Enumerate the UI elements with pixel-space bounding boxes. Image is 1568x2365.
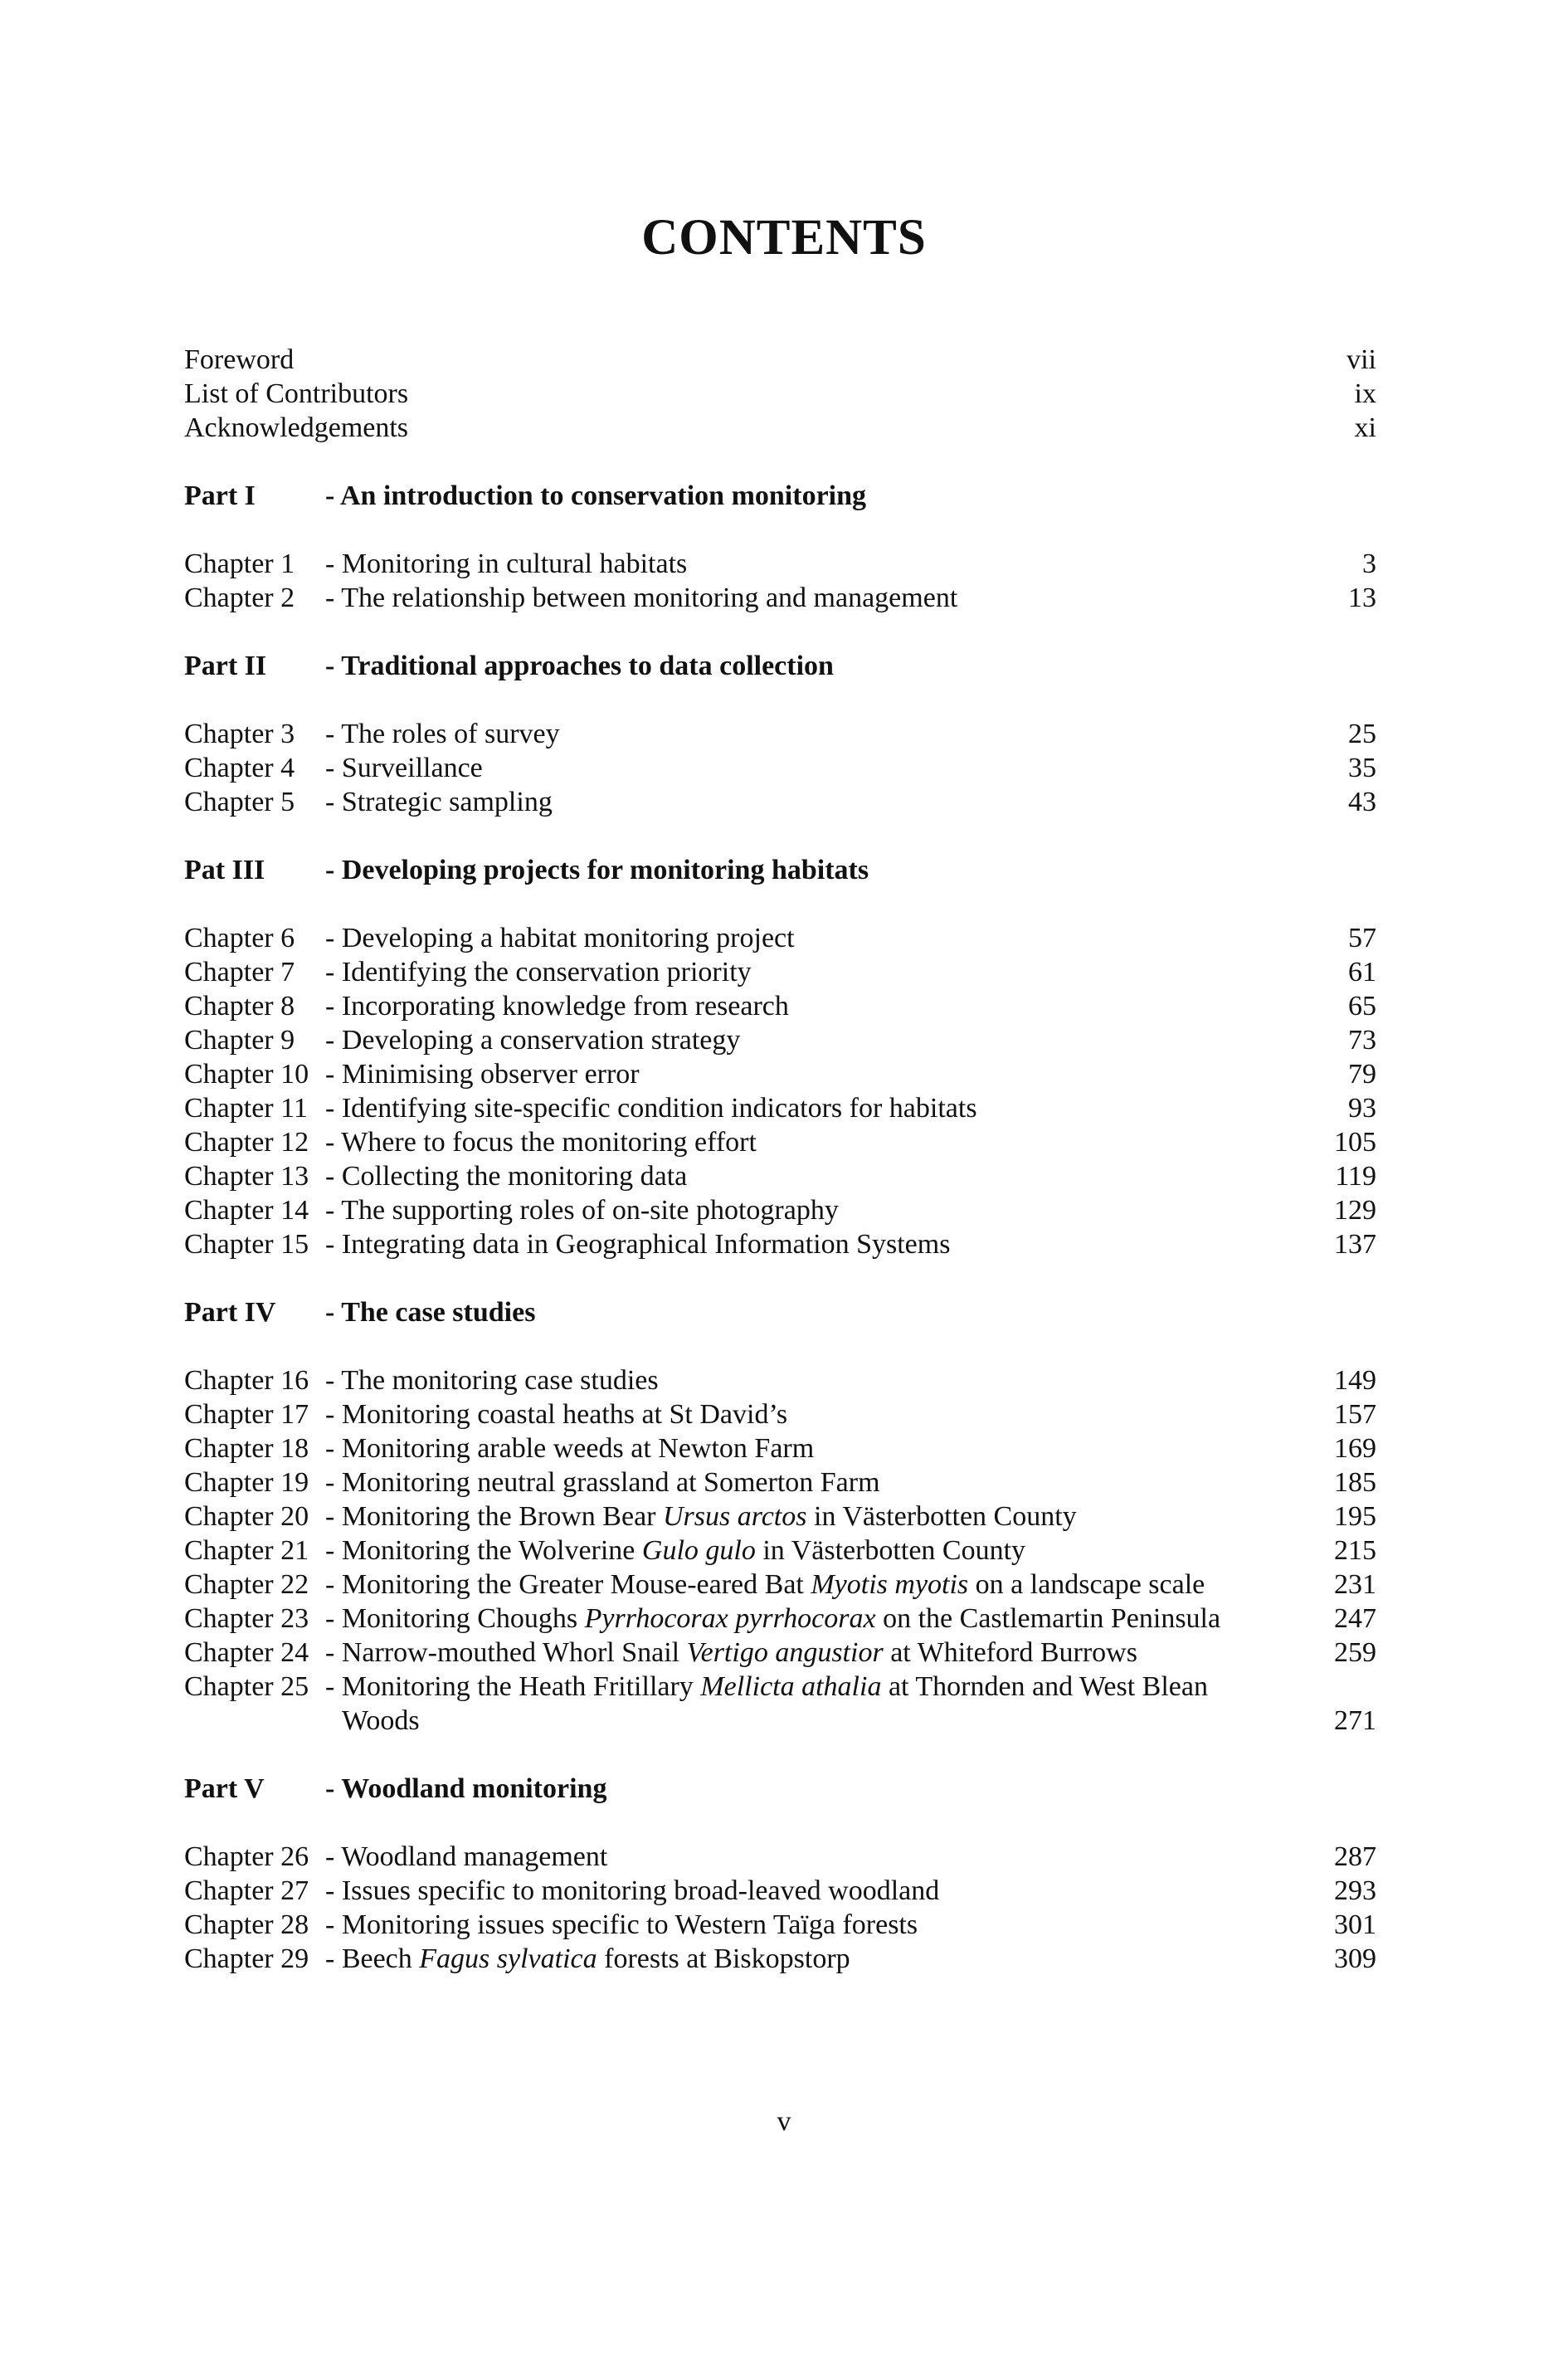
chapter-title: - Monitoring neutral grassland at Somerton Farm — [325, 1467, 880, 1498]
toc-chapter-row[interactable] — [184, 1227, 1376, 1261]
chapter-page: 259 — [1334, 1637, 1376, 1668]
toc-chapter-row[interactable] — [184, 1670, 1376, 1704]
page-title: CONTENTS — [641, 210, 927, 266]
toc-chapter-row[interactable] — [184, 1942, 1376, 1976]
chapter-label: Chapter 12 — [184, 1127, 309, 1158]
toc-chapter-row[interactable] — [184, 1499, 1376, 1534]
chapter-title: - Monitoring in cultural habitats — [325, 549, 688, 579]
toc-chapter-row[interactable] — [184, 1602, 1376, 1636]
chapter-page: 61 — [1348, 957, 1376, 987]
toc-chapter-row[interactable] — [184, 955, 1376, 989]
chapter-title: - Monitoring arable weeds at Newton Farm — [325, 1433, 815, 1464]
chapter-title: - Identifying the conservation priority — [325, 957, 752, 987]
chapter-label: Chapter 9 — [184, 1025, 295, 1056]
chapter-page: 215 — [1334, 1535, 1376, 1566]
chapter-page: 35 — [1348, 753, 1376, 783]
toc-chapter-row[interactable] — [184, 717, 1376, 751]
part-label: Part V — [184, 1773, 265, 1804]
chapter-title: - Collecting the monitoring data — [325, 1161, 688, 1192]
toc-chapter-row[interactable] — [184, 1397, 1376, 1431]
chapter-label: Chapter 1 — [184, 549, 295, 579]
part-heading — [184, 1295, 1376, 1329]
toc-chapter-row[interactable] — [184, 1636, 1376, 1670]
chapter-label: Chapter 4 — [184, 753, 295, 783]
toc-chapter-row[interactable] — [184, 1534, 1376, 1568]
species-name: Vertigo angustior — [686, 1637, 884, 1668]
chapter-page: 25 — [1348, 719, 1376, 749]
chapter-title: - Identifying site-specific condition indicators for habitats — [325, 1093, 977, 1124]
chapter-title: - The monitoring case studies — [325, 1365, 659, 1396]
species-name: Fagus sylvatica — [419, 1943, 597, 1974]
part-title: - Woodland monitoring — [325, 1773, 607, 1804]
entry-title: Acknowledgements — [184, 412, 409, 443]
chapter-label: Chapter 22 — [184, 1569, 309, 1600]
entry-page: ix — [1354, 378, 1376, 409]
part-title: - An introduction to conservation monitoring — [325, 480, 867, 511]
chapter-label: Chapter 16 — [184, 1365, 309, 1396]
toc-chapter-row[interactable] — [184, 1193, 1376, 1227]
part-title: - Developing projects for monitoring habitats — [325, 855, 869, 885]
toc-chapter-row[interactable] — [184, 751, 1376, 785]
chapter-title: - Surveillance — [325, 753, 483, 783]
chapter-page: 231 — [1334, 1569, 1376, 1600]
toc-entry-acknowledgements[interactable] — [184, 411, 1376, 445]
chapter-page: 293 — [1334, 1875, 1376, 1906]
chapter-title: - Incorporating knowledge from research — [325, 991, 789, 1022]
part-heading — [184, 479, 1376, 513]
chapter-page: 185 — [1334, 1467, 1376, 1498]
chapter-label: Chapter 20 — [184, 1501, 309, 1532]
entry-page: vii — [1346, 344, 1376, 375]
chapter-label: Chapter 28 — [184, 1909, 309, 1940]
chapter-page: 93 — [1348, 1093, 1376, 1124]
chapter-page: 3 — [1362, 549, 1376, 579]
part-label: Part I — [184, 480, 256, 511]
toc-chapter-row[interactable] — [184, 1091, 1376, 1125]
toc-chapter-row[interactable] — [184, 1057, 1376, 1091]
toc-chapter-row[interactable] — [184, 1568, 1376, 1602]
chapter-page: 309 — [1334, 1943, 1376, 1974]
chapter-label: Chapter 24 — [184, 1637, 309, 1668]
chapter-title: - Integrating data in Geographical Information Systems — [325, 1229, 951, 1260]
chapter-label: Chapter 14 — [184, 1195, 309, 1226]
part-heading — [184, 853, 1376, 887]
toc-chapter-row[interactable] — [184, 1431, 1376, 1465]
chapter-title: - Monitoring coastal heaths at St David’s — [325, 1399, 788, 1430]
chapter-label: Chapter 26 — [184, 1841, 309, 1872]
chapter-page: 137 — [1334, 1229, 1376, 1260]
page-number: v — [777, 2106, 791, 2137]
toc-chapter-row[interactable] — [184, 989, 1376, 1023]
chapter-label: Chapter 6 — [184, 923, 295, 953]
chapter-page: 119 — [1335, 1161, 1376, 1192]
toc-chapter-row[interactable] — [184, 547, 1376, 581]
chapter-label: Chapter 27 — [184, 1875, 309, 1906]
chapter-title-continuation: Woods — [342, 1705, 420, 1736]
chapter-label: Chapter 3 — [184, 719, 295, 749]
toc-chapter-row-continuation[interactable] — [184, 1704, 1376, 1738]
toc-chapter-row[interactable] — [184, 1125, 1376, 1159]
chapter-label: Chapter 21 — [184, 1535, 309, 1566]
chapter-label: Chapter 10 — [184, 1059, 309, 1090]
chapter-label: Chapter 2 — [184, 583, 295, 613]
part-heading — [184, 1772, 1376, 1806]
chapter-title: - Narrow-mouthed Whorl Snail Vertigo angustior at Whiteford Burrows — [325, 1637, 1137, 1668]
chapter-title: - The relationship between monitoring and management — [325, 583, 958, 613]
toc-chapter-row[interactable] — [184, 1908, 1376, 1942]
chapter-label: Chapter 5 — [184, 787, 295, 817]
chapter-title: - Strategic sampling — [325, 787, 553, 817]
chapter-page: 73 — [1348, 1025, 1376, 1056]
chapter-page: 43 — [1348, 787, 1376, 817]
part-label: Pat III — [184, 855, 265, 885]
chapter-page: 301 — [1334, 1909, 1376, 1940]
chapter-label: Chapter 23 — [184, 1603, 309, 1634]
chapter-label: Chapter 17 — [184, 1399, 309, 1430]
species-name: Gulo gulo — [641, 1535, 756, 1566]
entry-title: List of Contributors — [184, 378, 409, 409]
part-label: Part IV — [184, 1297, 276, 1328]
chapter-page: 287 — [1334, 1841, 1376, 1872]
entry-page: xi — [1354, 412, 1376, 443]
chapter-label: Chapter 7 — [184, 957, 295, 987]
chapter-page: 169 — [1334, 1433, 1376, 1464]
chapter-title: - The supporting roles of on-site photography — [325, 1195, 839, 1226]
chapter-page: 105 — [1334, 1127, 1376, 1158]
species-name: Mellicta athalia — [700, 1671, 882, 1702]
toc-chapter-row[interactable] — [184, 1363, 1376, 1397]
chapter-label: Chapter 13 — [184, 1161, 309, 1192]
chapter-label: Chapter 18 — [184, 1433, 309, 1464]
toc-chapter-row[interactable] — [184, 785, 1376, 819]
toc-chapter-row[interactable] — [184, 1840, 1376, 1874]
chapter-title: - Minimising observer error — [325, 1059, 640, 1090]
chapter-title: - Monitoring the Brown Bear Ursus arctos in Västerbotten County — [325, 1501, 1077, 1532]
chapter-title: - Where to focus the monitoring effort — [325, 1127, 757, 1158]
toc-chapter-row[interactable] — [184, 581, 1376, 615]
toc-chapter-row[interactable] — [184, 1159, 1376, 1193]
chapter-page: 65 — [1348, 991, 1376, 1022]
chapter-label: Chapter 15 — [184, 1229, 309, 1260]
toc-entry-foreword[interactable] — [184, 343, 1376, 377]
chapter-label: Chapter 29 — [184, 1943, 309, 1974]
chapter-title: - Monitoring Choughs Pyrrhocorax pyrrhocorax on the Castlemartin Peninsula — [325, 1603, 1221, 1634]
toc-chapter-row[interactable] — [184, 1874, 1376, 1908]
toc-chapter-row[interactable] — [184, 1023, 1376, 1057]
chapter-label: Chapter 25 — [184, 1671, 309, 1702]
chapter-page: 195 — [1334, 1501, 1376, 1532]
chapter-page: 271 — [1334, 1705, 1376, 1736]
chapter-page: 129 — [1334, 1195, 1376, 1226]
chapter-title: - The roles of survey — [325, 719, 560, 749]
chapter-title: - Monitoring the Greater Mouse-eared Bat Myotis myotis on a landscape scale — [325, 1569, 1205, 1600]
chapter-page: 79 — [1348, 1059, 1376, 1090]
part-heading — [184, 649, 1376, 683]
species-name: Ursus arctos — [663, 1501, 807, 1532]
chapter-title: - Beech Fagus sylvatica forests at Biskopstorp — [325, 1943, 850, 1974]
chapter-title: - Monitoring the Wolverine Gulo gulo in Västerbotten County — [325, 1535, 1026, 1566]
toc-entry-contributors[interactable] — [184, 377, 1376, 411]
chapter-title: - Issues specific to monitoring broad-leaved woodland — [325, 1875, 940, 1906]
toc-chapter-row[interactable] — [184, 1465, 1376, 1499]
chapter-title: - Developing a habitat monitoring project — [325, 923, 795, 953]
chapter-page: 157 — [1334, 1399, 1376, 1430]
chapter-label: Chapter 11 — [184, 1093, 308, 1124]
species-name: Pyrrhocorax pyrrhocorax — [584, 1603, 876, 1634]
chapter-title: - Woodland management — [325, 1841, 608, 1872]
chapter-page: 13 — [1348, 583, 1376, 613]
part-title: - The case studies — [325, 1297, 536, 1328]
toc-chapter-row[interactable] — [184, 921, 1376, 955]
chapter-title: - Monitoring the Heath Fritillary Mellicta athalia at Thornden and West Blean — [325, 1671, 1208, 1702]
chapter-page: 247 — [1334, 1603, 1376, 1634]
chapter-label: Chapter 19 — [184, 1467, 309, 1498]
chapter-title: - Monitoring issues specific to Western Taïga forests — [325, 1909, 918, 1940]
part-title: - Traditional approaches to data collection — [325, 651, 834, 681]
species-name: Myotis myotis — [811, 1569, 969, 1600]
chapter-page: 149 — [1334, 1365, 1376, 1396]
chapter-title: - Developing a conservation strategy — [325, 1025, 741, 1056]
part-label: Part II — [184, 651, 267, 681]
chapter-page: 57 — [1348, 923, 1376, 953]
entry-title: Foreword — [184, 344, 295, 375]
chapter-label: Chapter 8 — [184, 991, 295, 1022]
table-of-contents — [184, 343, 1376, 1976]
